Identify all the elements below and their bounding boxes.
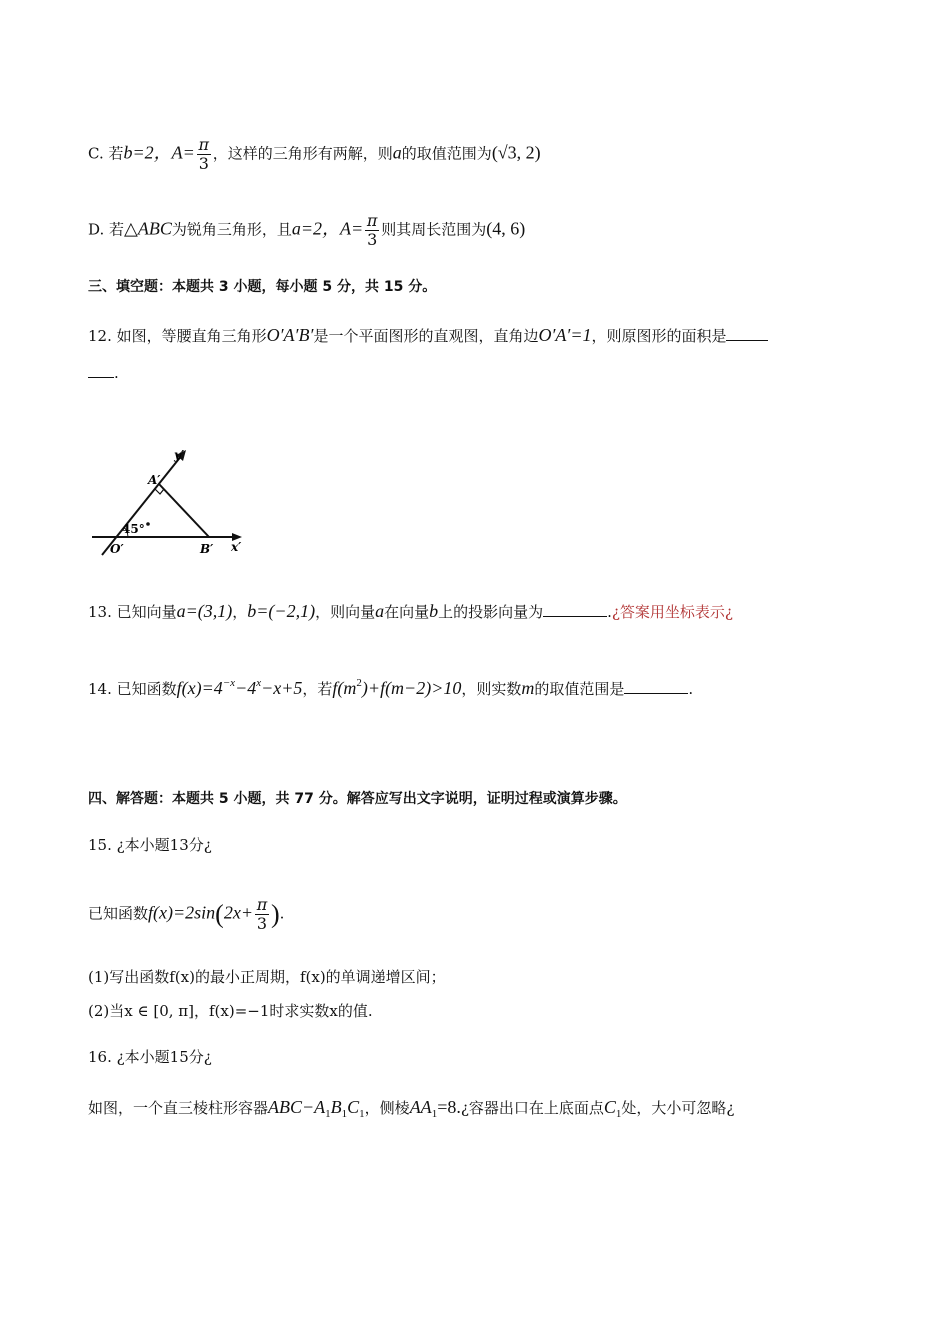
label-x: x′ (231, 540, 242, 554)
answer-blank[interactable] (624, 679, 688, 694)
answer-blank[interactable] (726, 326, 768, 341)
answer-blank-continued[interactable] (88, 363, 114, 378)
option-c-condition: b=2，A= (123, 142, 195, 163)
right-angle-mark (155, 489, 164, 494)
question-15-part-1: (1)写出函数f(x)的最小正周期，f(x)的单调递增区间； (88, 968, 446, 986)
y-axis (102, 455, 182, 555)
label-a: A′ (148, 473, 161, 487)
option-c-range: (√3, 2) (491, 142, 541, 163)
label-y: y′ (174, 448, 185, 462)
section-3-heading: 三、填空题：本题共 3 小题，每小题 5 分，共 15 分。 (88, 279, 437, 295)
question-12-continued: . (88, 362, 119, 384)
section-4-heading: 四、解答题：本题共 5 小题，共 77 分。解答应写出文字说明，证明过程或演算步骤。 (88, 791, 627, 807)
option-d-range: (4, 6) (486, 218, 526, 239)
triangle-side-ab (159, 484, 209, 537)
fraction: $\frac{\pi}{3}$ (198, 135, 210, 173)
answer-format-note: ¿答案用坐标表示¿ (611, 603, 733, 621)
angle-dot (146, 522, 150, 526)
label-angle: 45° (122, 522, 145, 536)
question-16-text: 如图，一个直三棱柱形容器$ABC-A_1B_1C_1$，侧棱$AA_1=8.¿$容器出口在上底面点$C_1$处，大小可忽略¿ (88, 1097, 735, 1120)
question-13: 13. 已知向量a=(3,1)，b=(−2,1)，则向量a在向量b上的投影向量为 .¿答案用坐标表示¿ (88, 601, 733, 621)
option-c: C. 若b=2，A= $\frac{\pi}{3}$ ，这样的三角形有两解，则a的取值范围为(√3, 2) (88, 135, 541, 173)
label-o: O′ (110, 542, 124, 556)
option-d: D. 若△ABC为锐角三角形，且a=2，A= $\frac{\pi}{3}$ 则其周长范围为(4, 6) (88, 211, 526, 249)
fraction: $\frac{\pi}{3}$ (366, 211, 378, 249)
question-14: 14. 已知函数$f(x)=4^{-x}-4^x-x+5$，若$f(m^2)+f(m-2)>10$，则实数m的取值范围是 . (88, 677, 694, 698)
question-16-heading: 16. ¿本小题15分¿ (88, 1048, 212, 1066)
fraction: $\frac{\pi}{3}$ (256, 895, 268, 933)
label-b: B′ (200, 542, 214, 556)
answer-blank[interactable] (543, 602, 607, 617)
question-12: 12. 如图，等腰直角三角形O′A′B′是一个平面图形的直观图，直角边O′A′=1，则原图形的面积是 (88, 324, 768, 347)
question-15-heading: 15. ¿本小题13分¿ (88, 836, 212, 854)
oblique-triangle-figure (88, 445, 258, 565)
question-15-function: 已知函数f(x)=2sin(2x+ $\frac{\pi}{3}$ ). (88, 895, 285, 933)
question-15-part-2: (2)当x ∈ [0, π]，f(x)=−1时求实数x的值. (88, 1002, 373, 1020)
